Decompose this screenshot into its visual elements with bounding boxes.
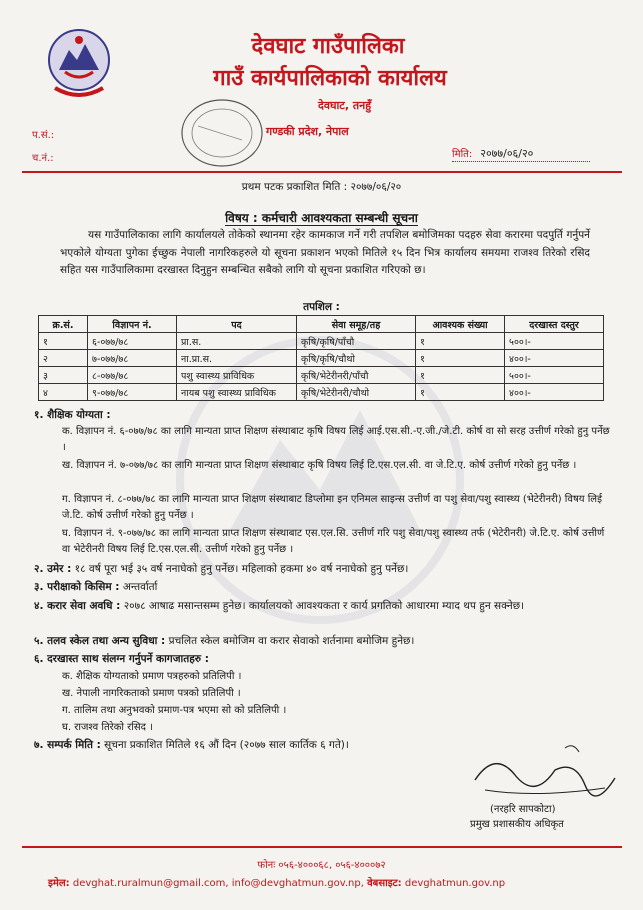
table-header-row [39,316,604,333]
document-d: घ. राजश्व तिरेको रसिद । [62,722,153,733]
table-row [39,384,604,401]
salary-title: ५. तलव स्केल तथा अन्य सुविधा : [34,635,166,647]
org-name: देवघाट गाउँपालिका [251,34,405,59]
age-text: १८ वर्ष पूरा भई ३५ वर्ष ननाघेको हुनु पर्नेछ। महिलाको हकमा ४० वर्ष ननाघेको हुनु पर्नेछ। [74,563,409,575]
contract-text: २०७८ आषाढ मसान्तसम्म हुनेछ। कार्यालयको आवश्यकता र कार्य प्रगतिको आधारमा म्याद थप हुन सक्नेछ। [123,600,525,612]
contact-text: सूचना प्रकाशित मितिले १६ औं दिन (२०७७ साल कार्तिक ६ गते)। [104,739,349,751]
section-salary [34,634,614,648]
document-a: क. शैक्षिक योग्यताको प्रमाण पत्रहरुको प्रतिलिपी । [62,671,242,682]
cell: ७-०७७/७८ [88,350,177,367]
cell: कृषि/भेटेरीनरी/पाँचौ [297,367,416,384]
cell: पशु स्वास्थ्य प्राविधिक [177,367,297,384]
cell: कृषि/कृषि/पाँचौ [297,333,416,350]
section-contract [34,598,614,615]
exam-title: ३. परीक्षाको किसिम : [34,581,120,593]
cell: ५००।- [505,333,604,350]
section-documents-title: ६. दरखास्त साथ संलग्न गर्नुपर्ने कागजातहरु : [34,653,209,665]
published-date: प्रथम पटक प्रकाशित मिति : २०७७/०६/२० [241,181,402,193]
email-links[interactable]: devghat.ruralmun@gmail.com, info@devghatmun.gov.np, [72,878,364,889]
province: गण्डकी प्रदेश, नेपाल [266,125,349,138]
ref-no-label: प.सं.: [32,130,55,141]
cell: ३ [39,367,88,384]
qualification-d: घ. विज्ञापन नं. ९-०७७/७८ का लागि मान्यता प्राप्त शिक्षण संस्थाबाट एस.एल.सि. उत्तीर्ण गरि पशु सेवा/पशु स्वास्थ्य तर्फ (भेटेरीनरी) जे.टि.ए. कोर्ष उत्तीर्ण वा भेटेरीनरी विषय लिई टि.एस.एल.सी. उत्तीर्ण गरेको हुनु पर्नेछ । [62,528,605,555]
cell: कृषि/कृषि/चौथो [297,350,416,367]
cell: कृषि/भेटेरीनरी/चौथो [297,384,416,401]
cell: १ [39,333,88,350]
date-value: २०७७/०६/२० [480,147,534,160]
table-row [39,350,604,367]
age-title: २. उमेर : [34,563,72,575]
cell: २ [39,350,88,367]
col-service: सेवा समूह/तह [297,316,416,333]
cell: १ [416,333,505,350]
section-qualification-title: १. शैक्षिक योग्यता : [34,409,111,421]
intro-paragraph: यस गाउँपालिकाका लागि कार्यालयले तोकेको स्थानमा रहेर कामकाज गर्ने गरी तपशिल बमोजिमका पदहरु सेवा करारमा पदपुर्ति गर्नुपर्ने भएकोले योग्यता पुगेका ईच्छुक नेपाली नागरिकहरुले यो सूचना प्रकाशन भएको मितिले १५ दिन भित्र कार्यालय समयमा राजश्व तिरेको रसिद सहित यस गाउँपालिकामा दरखास्त दिनुहुन सम्बन्धित सबैको लागि यो सूचना प्रकाशित गरिएको छ। [60,229,590,276]
col-count: आवश्यक संख्या [416,316,505,333]
signatory-name: (नरहरि सापकोटा) [490,804,556,815]
subject-text: विषय : कर्मचारी आवश्यकता सम्बन्धी सूचना [225,211,418,225]
qualification-b: ख. विज्ञापन नं. ७-०७७/७८ का लागि मान्यता प्राप्त शिक्षण संस्थाबाट कृषि विषय लिई टि.एस.एल.सी. वा जे.टि.ए. कोर्ष उत्तीर्ण गरेको हुनु पर्नेछ । [62,460,577,471]
cell: ५००।- [505,367,604,384]
cell: १ [416,367,505,384]
header-divider [22,171,622,173]
salary-text: प्रचलित स्केल बमोजिम वा करार सेवाको शर्तनामा बमोजिम हुनेछ। [168,635,415,647]
cell: ना.प्रा.स. [177,350,297,367]
website-link[interactable]: devghatmun.gov.np [404,878,506,889]
cell: ४००।- [505,384,604,401]
qualification-a: क. विज्ञापन नं. ६-०७७/७८ का लागि मान्यता प्राप्त शिक्षण संस्थाबाट कृषि विषय लिई आई.एस.सी.-ए.जी./जे.टी. कोर्ष वा सो सरह उत्तीर्ण गरेको हुनु पर्नेछ । [62,426,610,453]
col-fee: दरखास्त दस्तुर [505,316,604,333]
cell: नायब पशु स्वास्थ्य प्राविधिक [177,384,297,401]
col-post: पद [177,316,297,333]
cell: ९-०७७/७८ [88,384,177,401]
cell: प्रा.स. [177,333,297,350]
col-ad-no: विज्ञापन नं. [88,316,177,333]
office-seal-icon [178,96,266,170]
section-exam [34,580,614,594]
cell: १ [416,384,505,401]
footer-phone: फोनः ०५६-४०००६८, ०५६-४०००७२ [257,860,386,871]
exam-text: अन्तर्वार्ता [122,581,158,593]
notice-subject [0,209,643,226]
signatory-title: प्रमुख प्रशासकीय अधिकृत [470,819,564,830]
date-field [452,146,590,162]
office-name: गाउँ कार्यपालिकाको कार्यालय [213,66,447,91]
handwritten-signature-icon [455,740,625,810]
cell: ४००।- [505,350,604,367]
dispatch-no-label: च.नं.: [32,153,54,164]
table-row [39,367,604,384]
footer-contact [48,875,505,889]
qualification-c: ग. विज्ञापन नं. ८-०७७/७८ का लागि मान्यता प्राप्त शिक्षण संस्थाबाट डिप्लोमा इन एनिमल साइन्स उत्तीर्ण वा पशु सेवा/पशु स्वास्थ्य (भेटेरीनरी) विषय लिई जे.टि. कोर्ष उत्तीर्ण गरेको हुनु पर्नेछ । [62,494,602,521]
website-label: वेबसाइट: [367,878,402,889]
email-label: इमेल: [48,878,70,889]
section-age [34,562,614,576]
contract-title: ४. करार सेवा अवधि : [34,600,121,612]
document-c: ग. तालिम तथा अनुभवको प्रमाण-पत्र भएमा सो को प्रतिलिपी । [62,705,287,716]
footer-divider [22,846,622,848]
table-row [39,333,604,350]
government-emblem-icon [45,26,113,106]
contact-title: ७. सम्पर्क मिति : [34,739,101,751]
cell: ६-०७७/७८ [88,333,177,350]
location: देवघाट, तनहुँ [318,99,372,112]
document-b: ख. नेपाली नागरिकताको प्रमाण पत्रको प्रतिलिपी । [62,688,241,699]
cell: १ [416,350,505,367]
date-label: मिति: [452,149,473,160]
cell: ८-०७७/७८ [88,367,177,384]
cell: ४ [39,384,88,401]
col-sn: क्र.सं. [39,316,88,333]
table-label: तपशिल : [303,301,340,313]
vacancy-table [38,315,604,401]
